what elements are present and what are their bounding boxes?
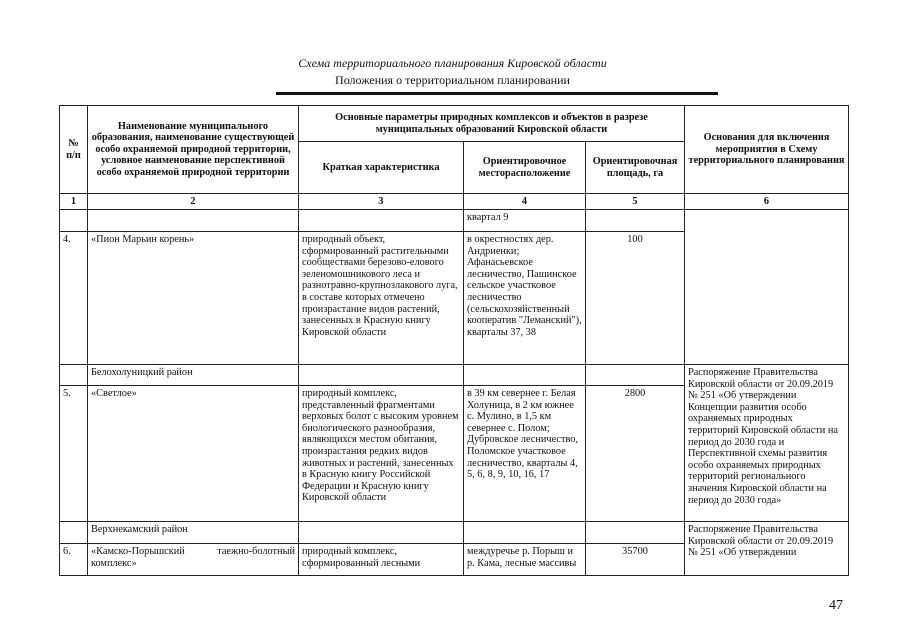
head-brief: Краткая характеристика [299, 142, 464, 194]
territorial-planning-table [59, 105, 849, 576]
cell-name-part: комплекс» [91, 557, 137, 569]
cell-area [586, 522, 685, 544]
cell-location: междуречье р. Порыш и р. Кама, лесные массивы [464, 544, 586, 576]
cell-area: 2800 [586, 386, 685, 522]
head-params-group: Основные параметры природных комплексов и объектов в разрезе муниципальных образований Кировской области [299, 106, 685, 142]
cell-brief: природный комплекс, представленный фрагментами верховых болот с высоким уровнем биологического разнообразия, являющихся местом обитания, произрастания редких видов животных и растений, занесенных в Красную книгу Российской Федерации и Красную книгу Кировской области [299, 386, 464, 522]
head-location: Ориентировочное месторасположение [464, 142, 586, 194]
cell-num: 6. [60, 544, 88, 576]
cell-brief [299, 522, 464, 544]
cell-area [586, 210, 685, 232]
cell-location [464, 522, 586, 544]
col-number-2: 2 [88, 194, 299, 210]
cell-brief [299, 365, 464, 386]
col-number-5: 5 [586, 194, 685, 210]
cell-basis: Распоряжение Правительства Кировской области от 20.09.2019 № 251 «Об утверждении Концепции развития особо охраняемых природных территорий Кировской области на период до 2030 года и Перспективной схемы развития особо охраняемых природных территорий регионального значения Кировской области на период до 2030 года» [685, 365, 849, 522]
cell-location: в 39 км севернее г. Белая Холуница, в 2 км южнее с. Мулино, в 1,5 км севернее с. Полом; Дубровское лесничество, Поломское участковое лесничество, кварталы 4, 5, 6, 8, 9, 10, 16, 17 [464, 386, 586, 522]
cell-area: 35700 [586, 544, 685, 576]
cell-brief: природный объект, сформированный растительными сообществами березово-елового зеленомошникового леса и разнотравно-крупнозлакового луга, в составе которых отмечено произрастание видов растений, занесенных в Красную книгу Кировской области [299, 232, 464, 365]
cell-num: 4. [60, 232, 88, 365]
cell-basis [685, 210, 849, 365]
col-number-6: 6 [685, 194, 849, 210]
col-number-3: 3 [299, 194, 464, 210]
cell-location [464, 365, 586, 386]
district-name: Белохолуницкий район [88, 365, 299, 386]
cell-num [60, 210, 88, 232]
cell-location: квартал 9 [464, 210, 586, 232]
col-number-1: 1 [60, 194, 88, 210]
cell-name-part: таежно-болотный [217, 546, 295, 557]
district-name: Верхнекамский район [88, 522, 299, 544]
cell-area [586, 365, 685, 386]
cell-name [88, 210, 299, 232]
document-title: Схема территориального планирования Кировской области [298, 56, 607, 70]
head-name: Наименование муниципального образования, наименование существующей особо охраняемой природной территории, условное наименование перспективной особо охраняемой природной территории [88, 106, 299, 194]
cell-name: «Пион Марьин корень» [88, 232, 299, 365]
cell-name [88, 544, 299, 576]
head-num: № п/п [60, 106, 88, 194]
district-row [60, 365, 849, 386]
cell-name: «Светлое» [88, 386, 299, 522]
cell-brief: природный комплекс, сформированный лесными [299, 544, 464, 576]
head-area: Ориентировочная площадь, га [586, 142, 685, 194]
head-basis: Основания для включения мероприятия в Схему территориального планирования [685, 106, 849, 194]
cell-area: 100 [586, 232, 685, 365]
cell-name-part: «Камско-Порышский [91, 546, 185, 557]
cell-num [60, 365, 88, 386]
cell-num: 5. [60, 386, 88, 522]
cell-num [60, 522, 88, 544]
table-row [60, 210, 849, 232]
cell-location: в окрестностях дер. Андриенки; Афанасьевское лесничество, Пашинское сельское участковое лесничество (сельскохозяйственный кооператив "Леманский"), кварталы 37, 38 [464, 232, 586, 365]
page-number: 47 [829, 598, 843, 613]
header-rule [276, 92, 718, 95]
district-row [60, 522, 849, 544]
col-number-4: 4 [464, 194, 586, 210]
cell-basis: Распоряжение Правительства Кировской области от 20.09.2019 № 251 «Об утверждении [685, 522, 849, 576]
cell-brief [299, 210, 464, 232]
document-subtitle: Положения о территориальном планировании [335, 73, 570, 87]
